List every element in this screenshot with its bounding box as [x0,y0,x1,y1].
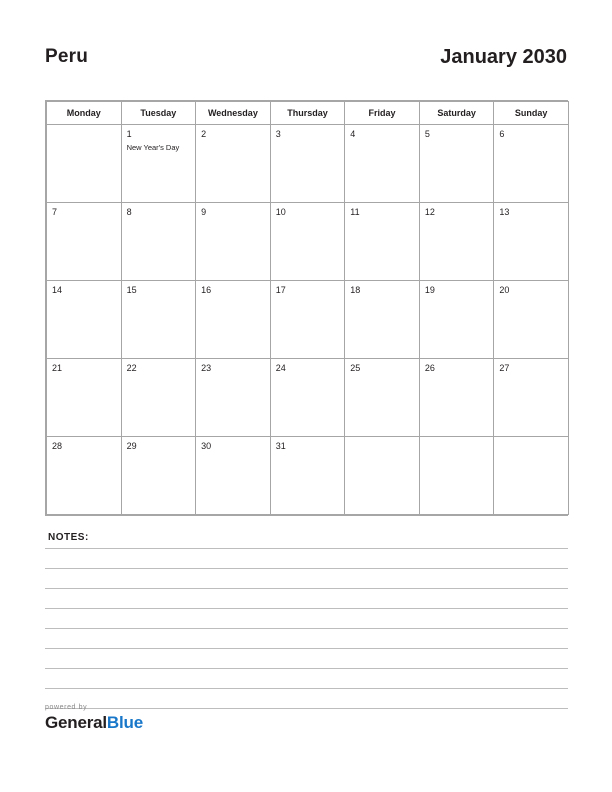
calendar-grid [45,100,568,516]
day-number: 9 [201,207,207,217]
notes-label: NOTES: [48,532,89,543]
day-number: 23 [201,363,212,373]
weekday-header-monday: Monday [47,102,122,125]
day-number: 10 [275,207,286,217]
day-number: 12 [424,207,435,217]
calendar-week-row [47,125,569,203]
notes-section [45,532,568,709]
calendar-day-cell[interactable] [196,359,271,437]
day-number: 3 [275,129,281,139]
calendar-day-cell[interactable] [270,359,345,437]
note-line[interactable] [45,548,568,569]
day-number: 30 [201,441,212,451]
day-number: 7 [52,207,58,217]
weekday-header-friday: Friday [345,102,420,125]
calendar-day-cell[interactable] [47,281,122,359]
day-number: 18 [350,285,361,295]
day-number: 24 [275,363,286,373]
day-number: 2 [201,129,207,139]
weekday-header-tuesday: Tuesday [121,102,196,125]
calendar-day-cell[interactable] [419,281,494,359]
day-event: New Year's Day [126,143,180,152]
calendar-day-cell[interactable] [270,281,345,359]
calendar-day-cell[interactable] [494,359,569,437]
calendar-day-cell[interactable] [419,359,494,437]
weekday-header-thursday: Thursday [270,102,345,125]
calendar-week-row [47,359,569,437]
brand-name-second: Blue [106,713,143,732]
calendar-day-cell[interactable] [196,281,271,359]
calendar-day-cell-empty [345,437,420,515]
calendar-day-cell[interactable] [270,437,345,515]
calendar-day-cell[interactable] [494,125,569,203]
calendar-day-cell[interactable] [121,359,196,437]
calendar-day-cell[interactable] [196,125,271,203]
weekday-header-row [47,102,569,125]
calendar-day-cell[interactable] [345,281,420,359]
month-year-title: January 2030 [440,46,567,68]
day-number: 28 [52,441,63,451]
calendar-day-cell[interactable] [121,281,196,359]
day-number: 5 [424,129,430,139]
note-line[interactable] [45,649,568,669]
calendar-day-cell[interactable] [47,125,122,203]
notes-lines[interactable] [45,548,568,709]
calendar-day-cell-empty [494,437,569,515]
calendar-day-cell[interactable] [270,203,345,281]
note-line[interactable] [45,589,568,609]
calendar-day-cell[interactable] [494,203,569,281]
calendar-day-cell[interactable] [47,359,122,437]
calendar-day-cell[interactable] [270,125,345,203]
calendar-day-cell[interactable] [196,437,271,515]
day-number: 26 [424,363,435,373]
day-number: 20 [499,285,510,295]
weekday-header-saturday: Saturday [419,102,494,125]
day-number: 21 [52,363,63,373]
brand-logo [45,713,345,733]
calendar-day-cell[interactable] [345,125,420,203]
calendar-day-cell[interactable] [47,437,122,515]
day-number: 16 [201,285,212,295]
weekday-header-wednesday: Wednesday [196,102,271,125]
calendar-day-cell[interactable] [419,203,494,281]
day-number: 11 [350,207,360,217]
calendar-week-row [47,281,569,359]
calendar-day-cell[interactable] [121,125,196,203]
day-number: 27 [499,363,510,373]
calendar-day-cell-empty [419,437,494,515]
calendar-week-row [47,203,569,281]
day-number: 29 [126,441,137,451]
day-number: 17 [275,285,286,295]
calendar-day-cell[interactable] [121,203,196,281]
day-number: 1 [126,129,132,139]
calendar-day-cell[interactable] [345,203,420,281]
day-number: 25 [350,363,361,373]
day-number: 4 [350,129,356,139]
day-number: 22 [126,363,137,373]
day-number: 15 [126,285,137,295]
calendar-week-row [47,437,569,515]
powered-by-label: powered by [45,704,88,711]
calendar-day-cell[interactable] [121,437,196,515]
day-number: 6 [499,129,505,139]
note-line[interactable] [45,629,568,649]
note-line[interactable] [45,669,568,689]
calendar-day-cell[interactable] [345,359,420,437]
day-number: 13 [499,207,510,217]
day-number: 31 [275,441,286,451]
footer [45,703,345,733]
calendar-day-cell[interactable] [419,125,494,203]
calendar-day-cell[interactable] [47,203,122,281]
weekday-header-sunday: Sunday [494,102,569,125]
note-line[interactable] [45,609,568,629]
day-number: 19 [424,285,435,295]
day-number: 8 [126,207,132,217]
page-header [45,46,567,88]
calendar-day-cell[interactable] [196,203,271,281]
brand-name-first: General [45,713,107,732]
country-title: Peru [45,46,89,67]
calendar-day-cell[interactable] [494,281,569,359]
day-number: 14 [52,285,63,295]
note-line[interactable] [45,569,568,589]
